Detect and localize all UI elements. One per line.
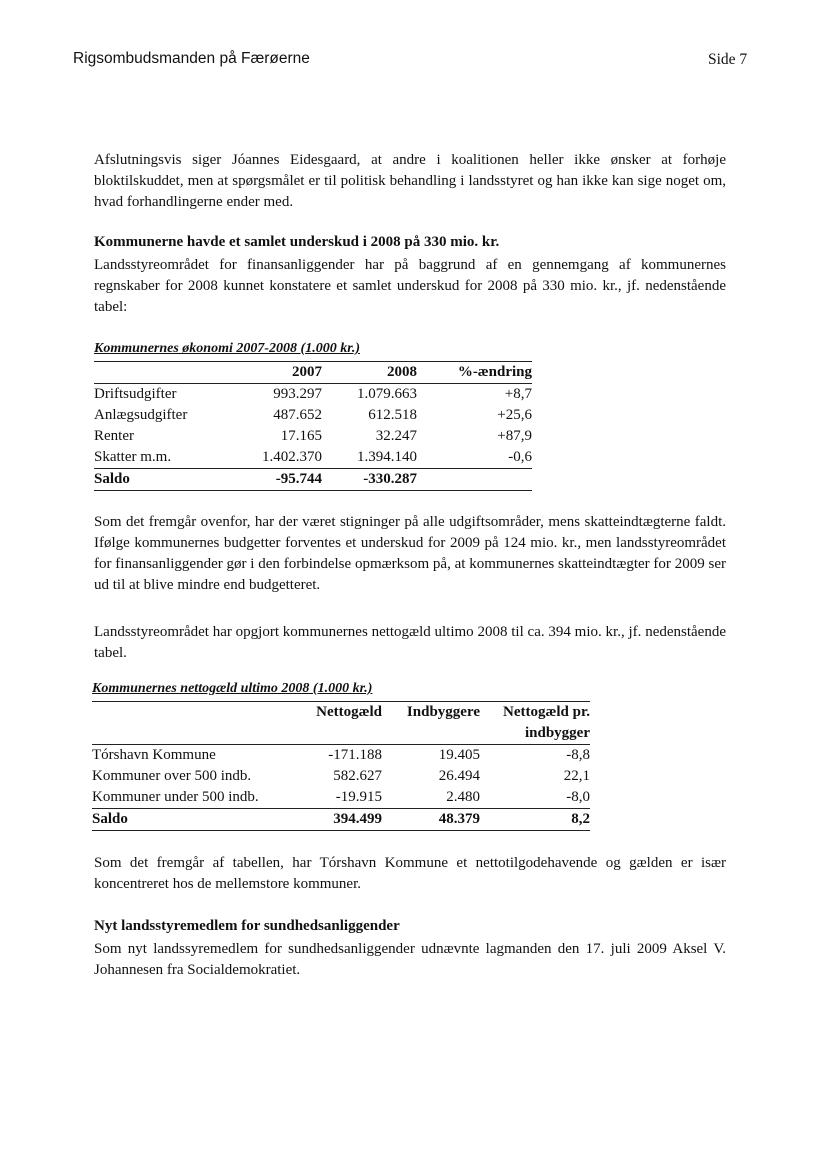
paragraph-3: Som det fremgår ovenfor, har der været stigninger på alle udgiftsområder, mens skatteindtægterne faldt. Ifølge kommunernes budgetter forventes et underskud for 2009 på 124 mio. kr., men landsstyreområdet for finansanliggender gør i den forbindelse opmærksom på, at kommunernes skatteindtægter for 2009 ser ud til at blive mindre end budgetteret. bbox=[94, 514, 726, 593]
table-row bbox=[94, 447, 532, 469]
paragraph-5: Som det fremgår af tabellen, har Tórshavn Kommune et nettotilgodehavende og gælden er især koncentreret hos de mellemstore kommuner. bbox=[94, 855, 726, 892]
table-cell: +8,7 bbox=[504, 386, 532, 402]
table-cell: Driftsudgifter bbox=[94, 386, 177, 402]
table-cell: 19.405 bbox=[438, 747, 480, 763]
table-cell: -19.915 bbox=[335, 789, 382, 805]
table-2-header bbox=[282, 723, 382, 745]
table-2-header: indbygger bbox=[524, 725, 590, 741]
paragraph-2: Landsstyreområdet for finansanliggender har på baggrund af en gennemgang af kommunernes regnskaber for 2008 kunnet konstatere et samlet underskud for 2008 på 330 mio. kr., jf. nedenstående tabel: bbox=[94, 257, 726, 315]
table-2-header bbox=[92, 702, 282, 724]
table-1-header: 2007 bbox=[292, 364, 322, 380]
table-cell bbox=[417, 469, 532, 491]
table-cell: -8,0 bbox=[566, 789, 590, 805]
table-cell: Saldo bbox=[94, 471, 130, 487]
table-cell: 2.480 bbox=[446, 789, 480, 805]
table-cell: -171.188 bbox=[328, 747, 382, 763]
table-2-header-row-2 bbox=[92, 723, 590, 745]
table-2-caption: Kommunernes nettogæld ultimo 2008 (1.000 kr.) bbox=[92, 681, 373, 696]
table-cell: 32.247 bbox=[375, 428, 417, 444]
table-cell: +87,9 bbox=[497, 428, 532, 444]
table-2-header bbox=[382, 723, 480, 745]
table-cell: Saldo bbox=[92, 811, 128, 827]
table-1-total-row bbox=[94, 469, 532, 491]
table-2-header bbox=[92, 723, 282, 745]
table-cell: 487.652 bbox=[273, 407, 322, 423]
paragraph-1: Afslutningsvis siger Jóannes Eidesgaard, at andre i koalitionen heller ikke ønsker at forhøje bloktilskuddet, men at spørgsmålet er til politisk behandling i landsstyret og han ikke kan sige noget om, hvad forhandlingerne ender med. bbox=[94, 152, 726, 210]
table-row bbox=[92, 787, 590, 809]
table-2-total-row bbox=[92, 809, 590, 831]
table-cell: 582.627 bbox=[333, 768, 382, 784]
table-row bbox=[94, 405, 532, 426]
table-2-header: Indbyggere bbox=[406, 704, 480, 720]
table-1-header: 2008 bbox=[387, 364, 417, 380]
table-2 bbox=[92, 701, 590, 831]
page-number: Side 7 bbox=[708, 51, 748, 68]
table-cell: -8,8 bbox=[566, 747, 590, 763]
table-cell: 48.379 bbox=[438, 811, 480, 827]
table-row bbox=[94, 426, 532, 447]
table-cell: 612.518 bbox=[368, 407, 417, 423]
table-row bbox=[94, 384, 532, 406]
table-cell: 26.494 bbox=[438, 768, 480, 784]
table-2-header: Nettogæld bbox=[316, 704, 382, 720]
table-cell: Kommuner over 500 indb. bbox=[92, 768, 252, 784]
table-1-caption: Kommunernes økonomi 2007-2008 (1.000 kr.) bbox=[94, 341, 361, 356]
section-heading-2: Nyt landsstyremedlem for sundhedsanliggender bbox=[94, 918, 400, 934]
table-cell: 22,1 bbox=[563, 768, 590, 784]
table-cell: -95.744 bbox=[275, 471, 322, 487]
table-cell: Anlægsudgifter bbox=[94, 407, 188, 423]
table-1-header-row bbox=[94, 362, 532, 384]
table-row bbox=[92, 766, 590, 787]
table-row bbox=[92, 745, 590, 767]
table-cell: -0,6 bbox=[508, 449, 532, 465]
table-1-header bbox=[94, 362, 226, 384]
table-cell: +25,6 bbox=[497, 407, 532, 423]
table-1 bbox=[94, 361, 532, 491]
table-cell: 1.402.370 bbox=[262, 449, 322, 465]
table-cell: Renter bbox=[94, 428, 134, 444]
table-1-header: %-ændring bbox=[457, 364, 532, 380]
page-header-title: Rigsombudsmanden på Færøerne bbox=[73, 50, 310, 67]
table-2-header-row bbox=[92, 702, 590, 724]
table-cell: Tórshavn Kommune bbox=[92, 747, 216, 763]
section-heading-1: Kommunerne havde et samlet underskud i 2008 på 330 mio. kr. bbox=[94, 234, 500, 250]
table-cell: 17.165 bbox=[280, 428, 322, 444]
table-cell: 993.297 bbox=[273, 386, 322, 402]
paragraph-6: Som nyt landssyremedlem for sundhedsanliggender udnævnte lagmanden den 17. juli 2009 Aksel V. Johannesen fra Socialdemokratiet. bbox=[94, 941, 726, 978]
table-cell: 394.499 bbox=[333, 811, 382, 827]
table-cell: 1.079.663 bbox=[357, 386, 417, 402]
table-cell: Kommuner under 500 indb. bbox=[92, 789, 259, 805]
table-2-header: Nettogæld pr. bbox=[503, 704, 590, 720]
table-cell: 1.394.140 bbox=[357, 449, 417, 465]
table-cell: Skatter m.m. bbox=[94, 449, 172, 465]
table-cell: -330.287 bbox=[363, 471, 417, 487]
paragraph-4: Landsstyreområdet har opgjort kommunernes nettogæld ultimo 2008 til ca. 394 mio. kr., jf. nedenstående tabel. bbox=[94, 624, 726, 661]
table-cell: 8,2 bbox=[571, 811, 590, 827]
